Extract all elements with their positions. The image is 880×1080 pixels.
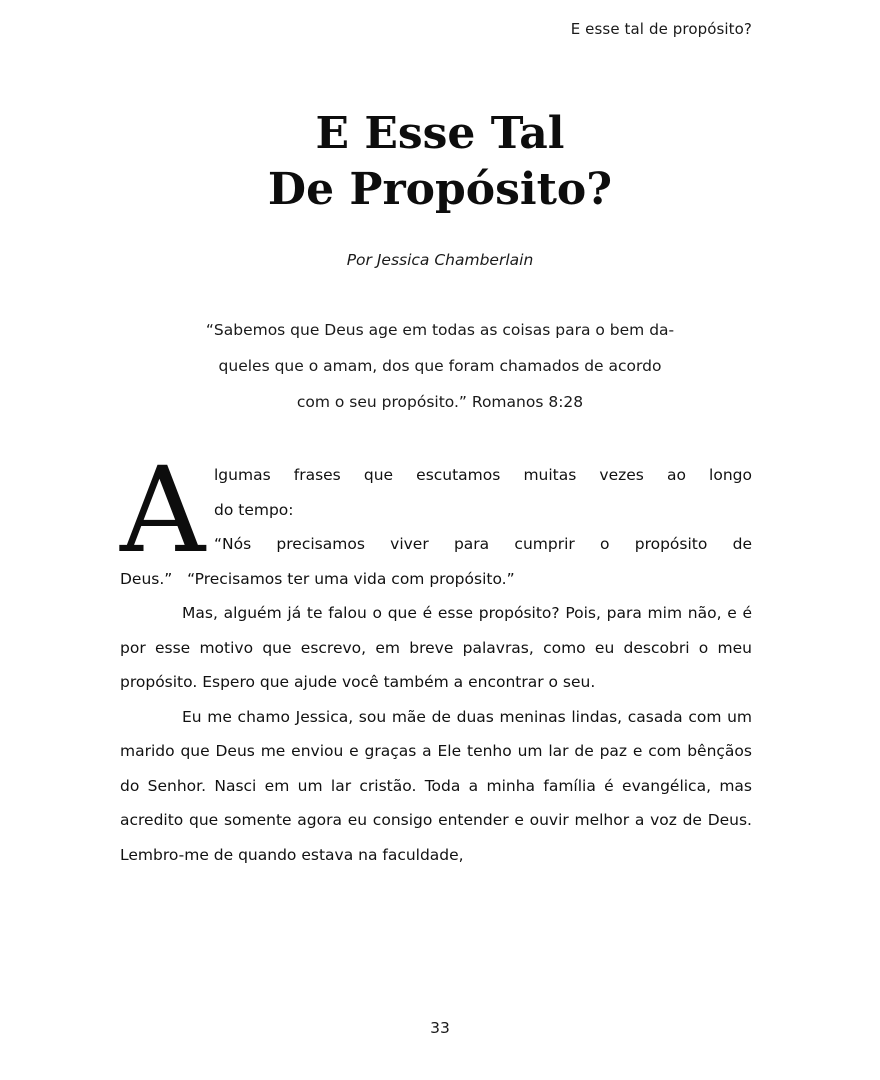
- paragraph-1-line-3: “Nós precisamos viver para cumprir o propósito de: [214, 535, 752, 553]
- paragraph-3: Eu me chamo Jessica, sou mãe de duas meninas lindas, casada com um marido que Deus me enviou e graças a Ele tenho um lar de paz e com bênçãos do Senhor. Nasci em um lar cristão. Toda a minha família é evangélica, mas acredito que somente agora eu consigo entender e ouvir melhor a voz de Deus. Lembro-me de quando estava na faculdade,: [120, 707, 752, 864]
- paragraph-1-line-4: Deus.” “Precisamos ter uma vida com propósito.”: [120, 569, 515, 588]
- chapter-title-line-2: De Propósito?: [267, 164, 613, 215]
- article-body: [120, 441, 752, 872]
- paragraph-1-line-1: lgumas frases que escutamos muitas vezes ao longo: [214, 466, 752, 484]
- paragraph-1-dropcap-block: [214, 458, 752, 562]
- page-number: 33: [430, 1019, 450, 1037]
- epigraph-line-3: com o seu propósito.” Romanos 8:28: [296, 393, 584, 411]
- epigraph-line-1: “Sabemos que Deus age em todas as coisas para o bem da-: [205, 321, 675, 339]
- chapter-title: [0, 106, 880, 218]
- running-header: E esse tal de propósito?: [570, 20, 752, 38]
- epigraph-quote: [120, 312, 760, 420]
- author-byline: Por Jessica Chamberlain: [346, 251, 534, 269]
- chapter-title-line-1: E Esse Tal: [315, 108, 565, 159]
- paragraph-2: Mas, alguém já te falou o que é esse propósito? Pois, para mim não, e é por esse motivo que escrevo, em breve palavras, como eu descobri o meu propósito. Espero que ajude você também a encontrar o seu.: [120, 604, 752, 691]
- epigraph-line-2: queles que o amam, dos que foram chamados de acordo: [218, 357, 662, 375]
- paragraph-1-line-2: do tempo:: [214, 500, 294, 519]
- drop-cap: A: [120, 441, 206, 579]
